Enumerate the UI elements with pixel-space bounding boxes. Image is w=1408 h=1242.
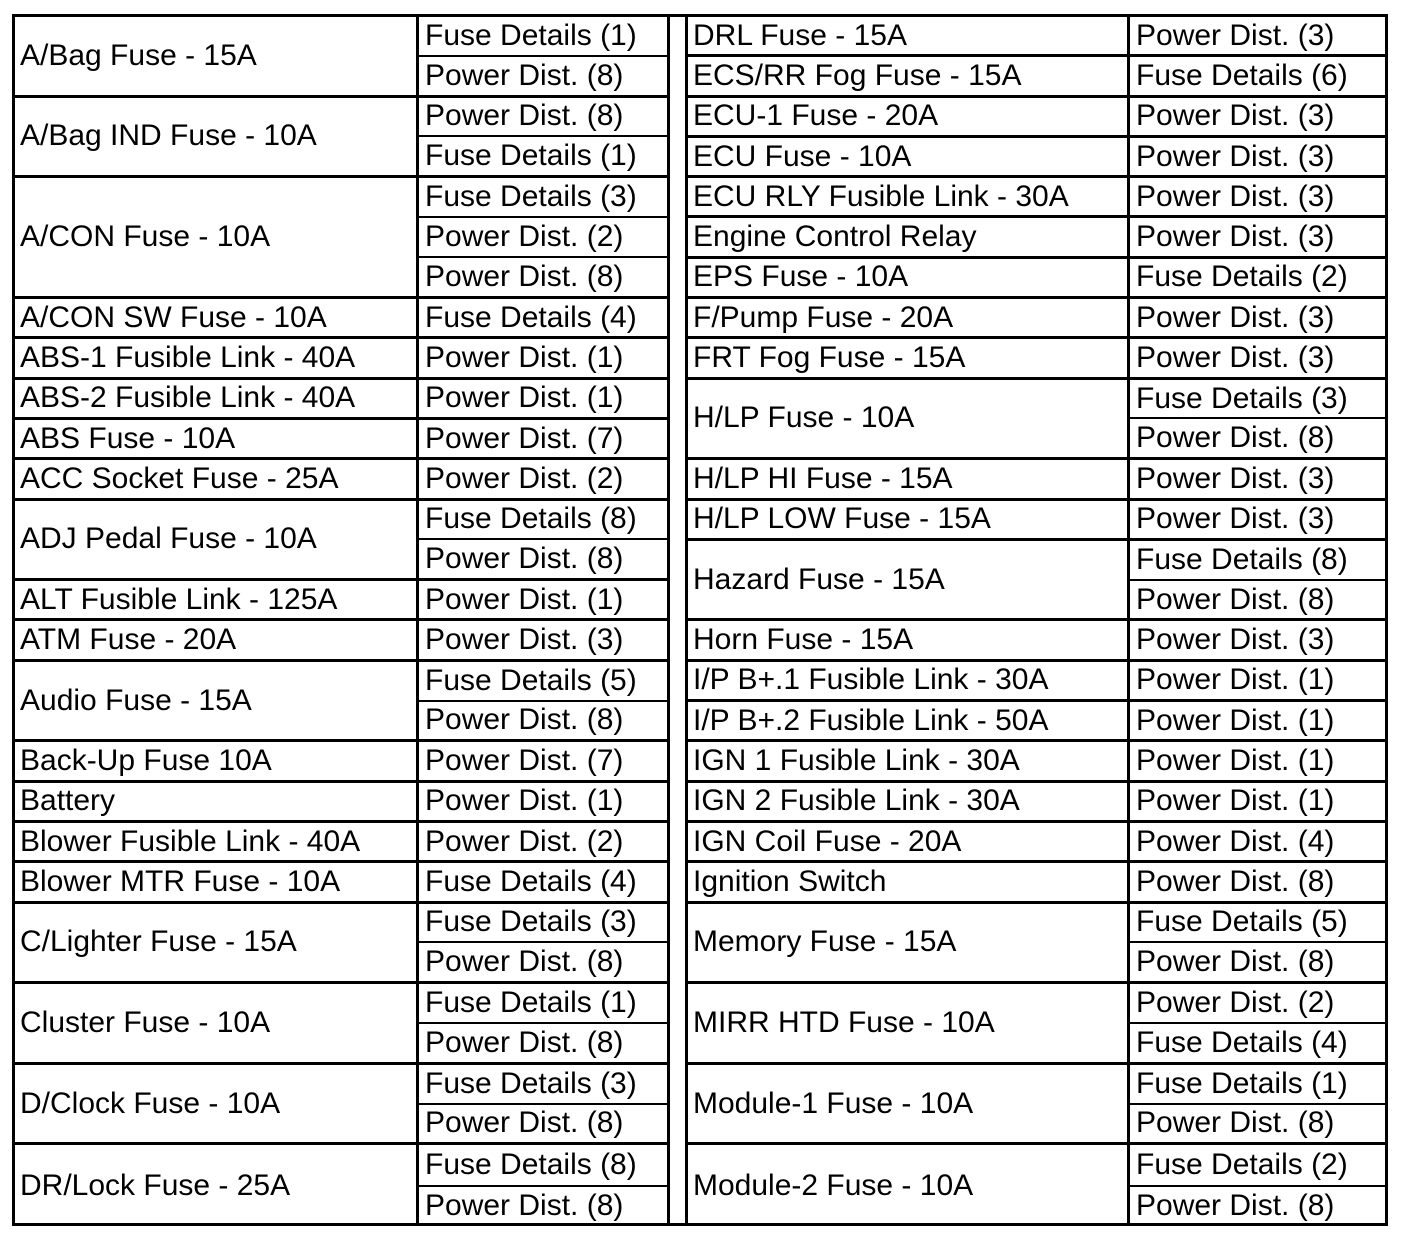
table-row (15, 420, 667, 460)
reference-list (1130, 98, 1385, 135)
reference-cell: Fuse Details (1) (425, 139, 637, 173)
table-row (688, 742, 1385, 782)
reference-cell: Power Dist. (8) (425, 1106, 624, 1140)
table-row (688, 17, 1385, 57)
reference-list (1130, 501, 1385, 538)
table-row (15, 460, 667, 500)
reference-cell: Power Dist. (1) (1136, 663, 1335, 697)
table-row (15, 299, 667, 339)
reference-list (419, 420, 667, 457)
component-name: Module-2 Fuse - 10A (688, 1145, 1130, 1226)
reference-cell: Fuse Details (2) (1136, 260, 1348, 294)
reference-list (1130, 702, 1385, 739)
reference-cell: Fuse Details (4) (425, 300, 637, 334)
reference-list (1130, 1145, 1385, 1226)
reference-list (419, 299, 667, 336)
component-name: DRL Fuse - 15A (688, 17, 1130, 54)
reference-cell: Power Dist. (8) (425, 1025, 624, 1059)
component-name: Blower MTR Fuse - 10A (15, 863, 419, 900)
table-row (688, 339, 1385, 379)
reference-cell: Fuse Details (3) (419, 1065, 667, 1105)
reference-list (419, 17, 667, 95)
reference-cell: Power Dist. (8) (1136, 864, 1335, 898)
reference-cell: Power Dist. (8) (1136, 421, 1335, 455)
table-row (688, 702, 1385, 742)
table-row (688, 984, 1385, 1065)
table-row (15, 501, 667, 582)
component-name: Blower Fusible Link - 40A (15, 823, 419, 860)
table-row (688, 218, 1385, 258)
reference-cell: Power Dist. (8) (419, 98, 667, 138)
component-name: A/Bag IND Fuse - 10A (15, 98, 419, 176)
fuse-index-sheet (12, 14, 1388, 1226)
table-row (688, 380, 1385, 461)
reference-list (419, 621, 667, 658)
reference-cell: Power Dist. (8) (1136, 582, 1335, 616)
left-index-table (15, 17, 667, 1223)
table-row (15, 1145, 667, 1226)
component-name: ALT Fusible Link - 125A (15, 581, 419, 618)
component-name: ABS-2 Fusible Link - 40A (15, 380, 419, 417)
reference-list (1130, 380, 1385, 458)
reference-cell: Power Dist. (1) (1136, 743, 1335, 777)
reference-list (1130, 783, 1385, 820)
table-row (15, 17, 667, 98)
reference-cell: Power Dist. (3) (1136, 139, 1335, 173)
reference-cell: Fuse Details (3) (1130, 380, 1385, 420)
reference-list (1130, 662, 1385, 699)
table-row (688, 98, 1385, 138)
component-name: D/Clock Fuse - 10A (15, 1065, 419, 1143)
reference-cell: Fuse Details (8) (419, 1145, 667, 1186)
component-name: F/Pump Fuse - 20A (688, 299, 1130, 336)
component-name: ABS-1 Fusible Link - 40A (15, 339, 419, 376)
table-row (15, 904, 667, 985)
reference-cell: Fuse Details (1) (1130, 1065, 1385, 1105)
reference-cell: Power Dist. (8) (425, 58, 624, 92)
table-row (688, 1145, 1385, 1226)
reference-list (1130, 742, 1385, 779)
reference-list (1130, 863, 1385, 900)
reference-list (419, 380, 667, 417)
reference-list (1130, 17, 1385, 54)
table-row (688, 178, 1385, 218)
reference-list (1130, 541, 1385, 619)
table-row (15, 984, 667, 1065)
reference-cell: Power Dist. (8) (425, 703, 624, 737)
table-row (15, 581, 667, 621)
table-row (688, 783, 1385, 823)
table-row (15, 863, 667, 903)
component-name: Battery (15, 783, 419, 820)
component-name: IGN Coil Fuse - 20A (688, 823, 1130, 860)
reference-list (419, 1145, 667, 1226)
reference-list (419, 662, 667, 740)
reference-list (419, 904, 667, 982)
reference-cell: Fuse Details (8) (419, 501, 667, 541)
reference-cell: Fuse Details (2) (1130, 1145, 1385, 1186)
reference-cell: Fuse Details (8) (1130, 541, 1385, 581)
reference-list (419, 460, 667, 497)
reference-cell: Fuse Details (3) (419, 904, 667, 944)
reference-cell: Power Dist. (3) (1136, 623, 1335, 657)
table-row (688, 138, 1385, 178)
table-row (15, 178, 667, 299)
reference-cell: Power Dist. (8) (1136, 1106, 1335, 1140)
component-name: H/LP LOW Fuse - 15A (688, 501, 1130, 538)
table-row (15, 339, 667, 379)
reference-cell: Power Dist. (2) (419, 218, 667, 258)
component-name: A/CON Fuse - 10A (15, 178, 419, 296)
table-row (688, 1065, 1385, 1146)
table-row (688, 863, 1385, 903)
reference-list (1130, 1065, 1385, 1143)
component-name: Back-Up Fuse 10A (15, 742, 419, 779)
reference-list (419, 98, 667, 176)
reference-cell: Power Dist. (8) (1136, 1189, 1335, 1223)
reference-list (1130, 460, 1385, 497)
table-row (15, 621, 667, 661)
component-name: ACC Socket Fuse - 25A (15, 460, 419, 497)
table-row (15, 380, 667, 420)
reference-list (419, 823, 667, 860)
component-name: ABS Fuse - 10A (15, 420, 419, 457)
reference-cell: Power Dist. (1) (425, 582, 624, 616)
component-name: IGN 1 Fusible Link - 30A (688, 742, 1130, 779)
reference-cell: Fuse Details (1) (419, 17, 667, 57)
reference-cell: Power Dist. (1) (425, 341, 624, 375)
reference-cell: Power Dist. (2) (425, 824, 624, 858)
reference-cell: Power Dist. (7) (425, 421, 624, 455)
component-name: MIRR HTD Fuse - 10A (688, 984, 1130, 1062)
reference-list (1130, 178, 1385, 215)
table-row (688, 501, 1385, 541)
reference-list (1130, 138, 1385, 175)
reference-list (419, 1065, 667, 1143)
reference-cell: Fuse Details (3) (419, 178, 667, 218)
reference-cell: Power Dist. (1) (425, 784, 624, 818)
component-name: IGN 2 Fusible Link - 30A (688, 783, 1130, 820)
reference-list (419, 863, 667, 900)
component-name: Cluster Fuse - 10A (15, 984, 419, 1062)
component-name: Hazard Fuse - 15A (688, 541, 1130, 619)
column-gutter (667, 17, 688, 1223)
reference-list (419, 178, 667, 296)
component-name: H/LP Fuse - 10A (688, 380, 1130, 458)
table-row (15, 783, 667, 823)
reference-list (419, 339, 667, 376)
component-name: ADJ Pedal Fuse - 10A (15, 501, 419, 579)
component-name: Horn Fuse - 15A (688, 621, 1130, 658)
reference-cell: Power Dist. (3) (1136, 461, 1335, 495)
component-name: A/CON SW Fuse - 10A (15, 299, 419, 336)
table-row (688, 662, 1385, 702)
reference-cell: Fuse Details (4) (1136, 1025, 1348, 1059)
reference-cell: Power Dist. (3) (1136, 341, 1335, 375)
table-row (15, 1065, 667, 1146)
reference-list (1130, 57, 1385, 94)
component-name: ATM Fuse - 20A (15, 621, 419, 658)
component-name: EPS Fuse - 10A (688, 259, 1130, 296)
reference-cell: Power Dist. (8) (425, 945, 624, 979)
reference-list (1130, 823, 1385, 860)
table-row (688, 823, 1385, 863)
table-row (15, 742, 667, 782)
reference-cell: Fuse Details (5) (1130, 904, 1385, 944)
reference-cell: Power Dist. (4) (1136, 824, 1335, 858)
table-row (15, 662, 667, 743)
reference-cell: Fuse Details (1) (419, 984, 667, 1024)
component-name: I/P B+.2 Fusible Link - 50A (688, 702, 1130, 739)
reference-cell: Power Dist. (8) (425, 260, 624, 294)
reference-list (1130, 621, 1385, 658)
reference-cell: Power Dist. (3) (1136, 220, 1335, 254)
reference-list (419, 984, 667, 1062)
reference-cell: Power Dist. (8) (425, 542, 624, 576)
component-name: Engine Control Relay (688, 218, 1130, 255)
reference-list (1130, 299, 1385, 336)
component-name: ECU RLY Fusible Link - 30A (688, 178, 1130, 215)
component-name: C/Lighter Fuse - 15A (15, 904, 419, 982)
reference-list (419, 783, 667, 820)
reference-cell: Power Dist. (3) (1136, 18, 1335, 52)
component-name: Ignition Switch (688, 863, 1130, 900)
component-name: Audio Fuse - 15A (15, 662, 419, 740)
component-name: H/LP HI Fuse - 15A (688, 460, 1130, 497)
right-index-table (688, 17, 1385, 1223)
reference-cell: Power Dist. (3) (1136, 502, 1335, 536)
table-row (688, 259, 1385, 299)
reference-cell: Power Dist. (8) (1136, 945, 1335, 979)
component-name: Module-1 Fuse - 10A (688, 1065, 1130, 1143)
reference-cell: Power Dist. (3) (1136, 99, 1335, 133)
table-row (688, 541, 1385, 622)
reference-list (1130, 259, 1385, 296)
reference-cell: Power Dist. (2) (425, 461, 624, 495)
reference-list (419, 742, 667, 779)
component-name: FRT Fog Fuse - 15A (688, 339, 1130, 376)
reference-list (1130, 904, 1385, 982)
table-row (688, 57, 1385, 97)
table-row (688, 621, 1385, 661)
table-row (688, 299, 1385, 339)
reference-cell: Power Dist. (3) (1136, 300, 1335, 334)
component-name: I/P B+.1 Fusible Link - 30A (688, 662, 1130, 699)
component-name: ECS/RR Fog Fuse - 15A (688, 57, 1130, 94)
reference-list (419, 581, 667, 618)
reference-cell: Power Dist. (8) (425, 1189, 624, 1223)
reference-list (1130, 339, 1385, 376)
reference-cell: Fuse Details (6) (1136, 58, 1348, 92)
table-row (688, 904, 1385, 985)
component-name: DR/Lock Fuse - 25A (15, 1145, 419, 1226)
table-row (15, 823, 667, 863)
component-name: ECU-1 Fuse - 20A (688, 98, 1130, 135)
reference-cell: Power Dist. (1) (1136, 703, 1335, 737)
component-name: A/Bag Fuse - 15A (15, 17, 419, 95)
reference-cell: Fuse Details (4) (425, 864, 637, 898)
reference-cell: Power Dist. (2) (1130, 984, 1385, 1024)
reference-cell: Power Dist. (3) (1136, 179, 1335, 213)
table-row (15, 98, 667, 179)
reference-cell: Power Dist. (1) (1136, 784, 1335, 818)
table-row (688, 460, 1385, 500)
reference-list (1130, 218, 1385, 255)
reference-cell: Power Dist. (3) (425, 623, 624, 657)
reference-cell: Power Dist. (7) (425, 743, 624, 777)
component-name: ECU Fuse - 10A (688, 138, 1130, 175)
component-name: Memory Fuse - 15A (688, 904, 1130, 982)
reference-cell: Power Dist. (1) (425, 381, 624, 415)
reference-cell: Fuse Details (5) (419, 662, 667, 702)
reference-list (1130, 984, 1385, 1062)
reference-list (419, 501, 667, 579)
